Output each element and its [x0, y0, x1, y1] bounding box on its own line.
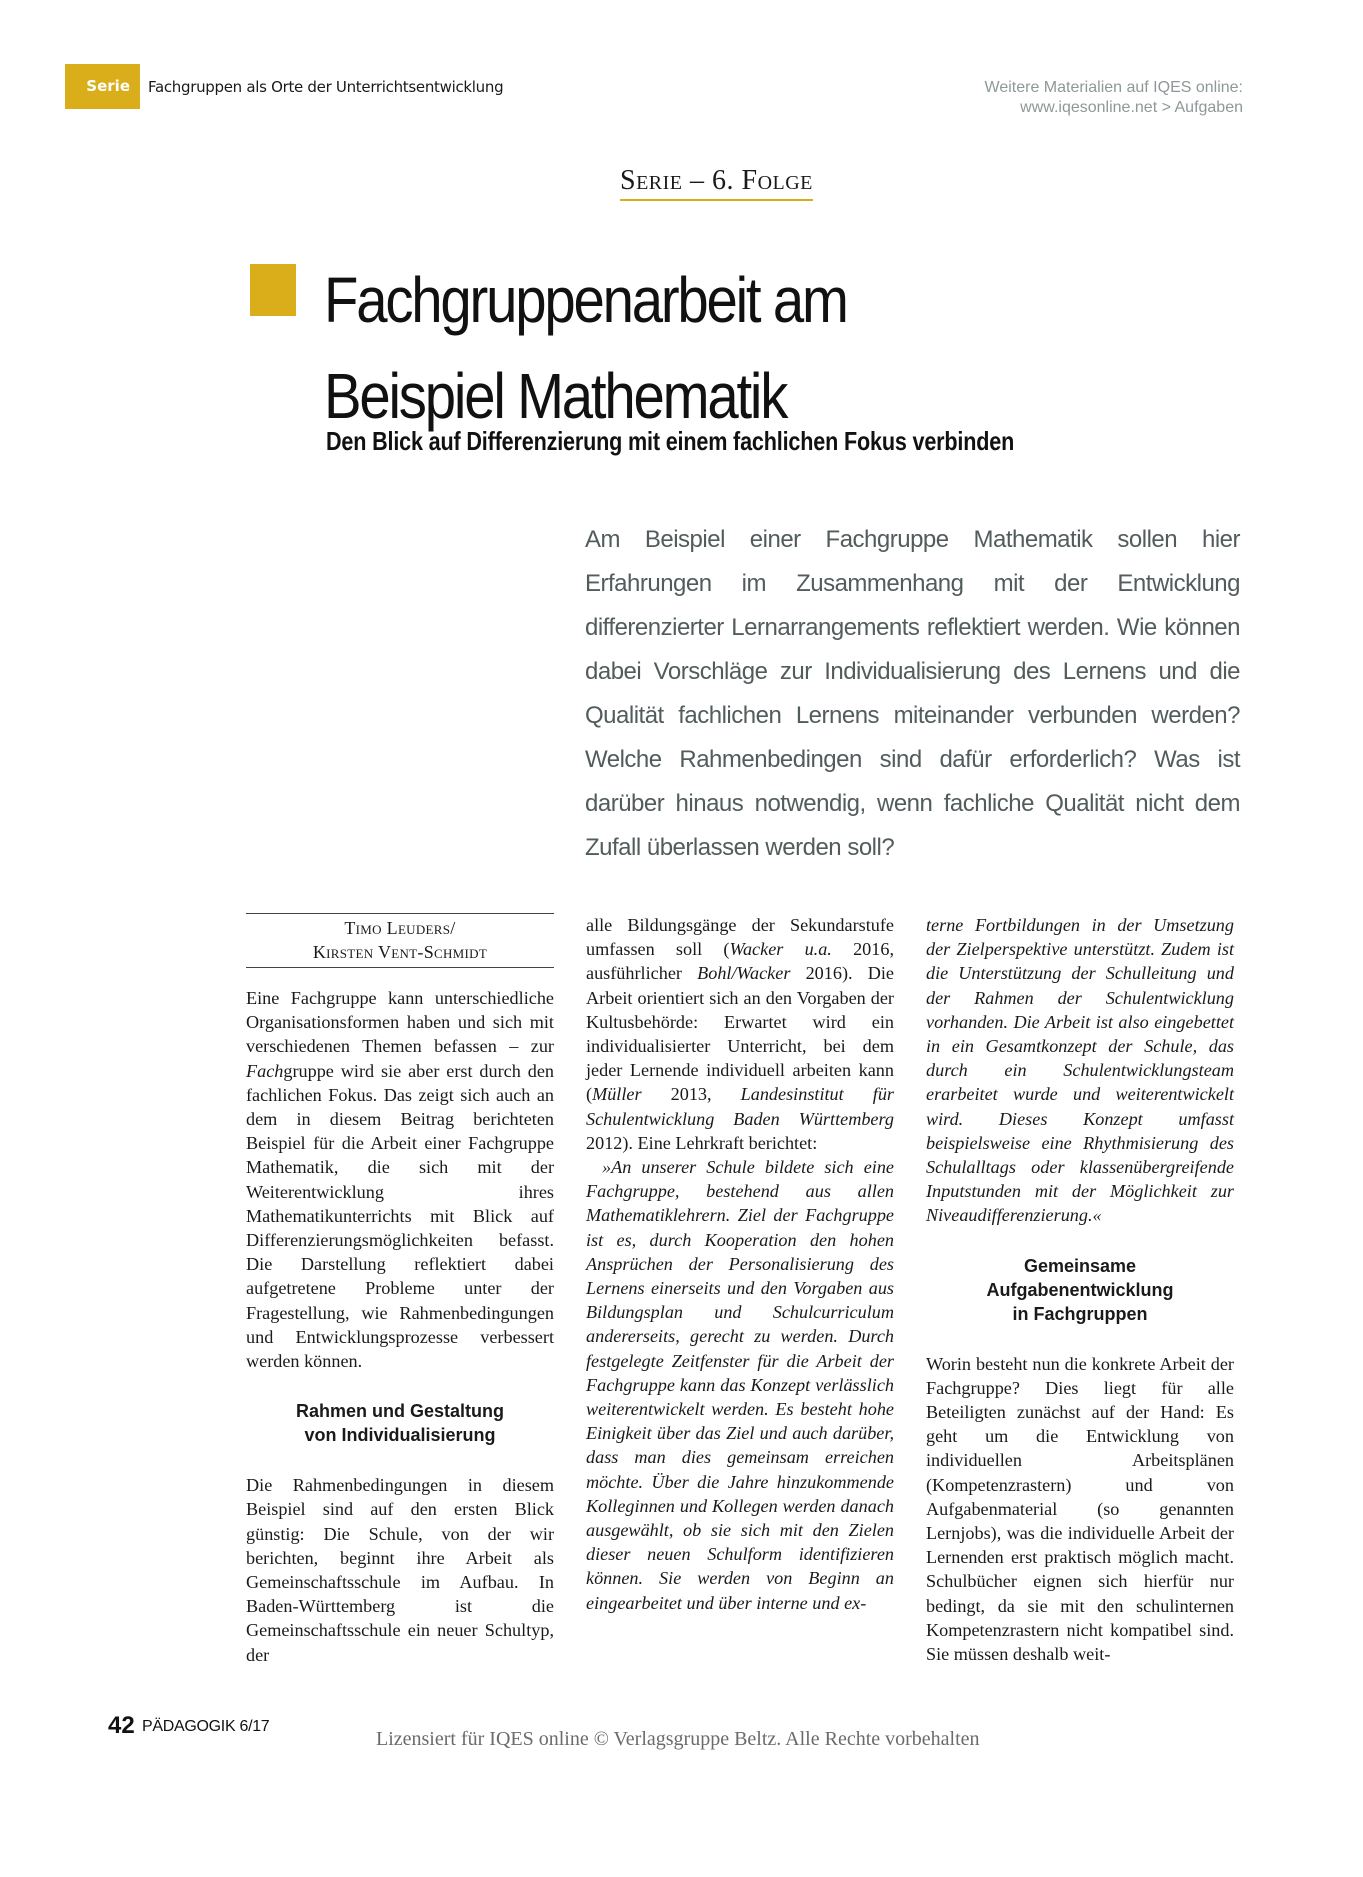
- iqes-note-link[interactable]: www.iqesonline.net > Aufgaben: [1020, 99, 1243, 116]
- text-run: alle Bildungsgänge der Sekundarstufe umfassen soll (: [586, 915, 894, 960]
- article-title-line1: Fachgruppenarbeit am: [324, 264, 847, 336]
- section-heading-line: von Individualisierung: [304, 1425, 496, 1446]
- series-tag: Serie: [65, 64, 140, 109]
- intro-paragraph: Am Beispiel einer Fachgruppe Mathematik sollen hier Erfahrungen im Zusammenhang mit der Entwicklung differenzierter Lernarrangements reflektiert werden. Wie können dabei Vorschläge zur Individualisierung des Lernens und die Qualität fachlichen Lernens miteinander verbunden werden? Welche Rahmenbedingen sind dafür erforderlich? Was ist darüber hinaus notwendig, wenn fachliche Qualität nicht dem Zufall überlassen werden soll?: [585, 526, 1240, 861]
- column-3: [926, 913, 1234, 1666]
- iqes-note-line1: Weitere Materialien auf IQES online:: [984, 79, 1243, 96]
- text-run: 2016, ausführlicher: [586, 939, 895, 984]
- body-paragraph: [586, 913, 894, 1155]
- text-run: 2013,: [641, 1084, 741, 1105]
- section-heading-line: Gemeinsame: [1023, 1255, 1137, 1276]
- citation: Landesinstitut für Schulentwicklung Baden Württemberg: [586, 1084, 894, 1129]
- citation: Bohl/Wacker: [697, 963, 791, 984]
- article-title-line2: Beispiel Mathematik: [324, 360, 787, 432]
- series-episode: Serie – 6. Folge: [620, 165, 813, 201]
- body-paragraph: [246, 986, 554, 1373]
- emphasis: Fach: [246, 1060, 284, 1081]
- article-subtitle: Den Blick auf Differenzierung mit einem fachlichen Fokus verbinden: [326, 426, 1015, 456]
- body-paragraph: Worin besteht nun die konkrete Arbeit der Fachgruppe? Dies liegt für alle Beteiligten zunächst auf der Hand: Es geht um die Entwicklung von individuellen Arbeitsplänen (Kompetenzrastern) und von Aufgabenmaterial (so genannten Lernjobs), was die individuelle Arbeit der Lernenden erst praktisch möglich macht. Schulbücher eignen sich hierfür nur bedingt, da sie mit den schulinternen Kompetenzrastern nicht kompatibel sind. Sie müssen deshalb weit-: [926, 1353, 1234, 1665]
- section-heading-line: in Fachgruppen: [1012, 1303, 1148, 1324]
- series-title: Fachgruppen als Orte der Unterrichtsentwicklung: [148, 78, 504, 96]
- text-run: gruppe wird sie aber erst durch den fachlichen Fokus. Das zeigt sich auch an dem in diesem Beitrag berichteten Beispiel für die Arbeit einer Fachgruppe Mathematik, die sich mit der Weiterentwicklung ihres Mathematikunterrichts mit Blick auf Differenzierungsmöglichkeiten befasst. Die Darstellung reflektiert dabei aufgetretene Probleme unter der Fragestellung, wie Rahmenbedingungen und Entwicklungsprozesse verbessert werden können.: [246, 1060, 554, 1372]
- section-heading: [246, 1399, 554, 1447]
- author-2: Kirsten Vent-Schmidt: [312, 942, 488, 962]
- author-1: Timo Leuders/: [344, 918, 456, 938]
- text-run: Eine Fachgruppe kann unterschiedliche Organisationsformen haben und sich mit verschiedenen Themen befassen – zur: [246, 988, 554, 1057]
- citation: Wacker u.a.: [729, 939, 832, 960]
- author-byline: [246, 913, 554, 968]
- body-paragraph: Die Rahmenbedingungen in diesem Beispiel sind auf den ersten Blick günstig: Die Schule, von der wir berichten, beginnt ihre Arbeit als Gemeinschaftsschule im Aufbau. In Baden-Württemberg ist die Gemeinschaftsschule ein neuer Schultyp, der: [246, 1475, 554, 1665]
- article-title: [324, 252, 847, 444]
- text-run: 2012). Eine Lehrkraft berichtet:: [586, 1132, 818, 1153]
- section-heading-line: Rahmen und Gestaltung: [295, 1401, 504, 1422]
- magazine-issue: PÄDAGOGIK 6/17: [142, 1718, 270, 1735]
- section-heading-line: Aufgabenentwicklung: [986, 1279, 1174, 1300]
- citation: Müller: [592, 1084, 642, 1105]
- license-notice: Lizensiert für IQES online © Verlagsgruppe Beltz. Alle Rechte vorbehalten: [376, 1728, 980, 1750]
- quote-paragraph: terne Fortbildungen in der Umsetzung der Zielperspektive unterstützt. Zudem ist die Unterstützung der Schulleitung und der Rahmen der Schulentwicklung vorhanden. Die Arbeit ist also eingebettet in ein Gesamtkonzept der Schule, das durch ein Schulentwicklungsteam erarbeitet wurde und weiterentwickelt wird. Dieses Konzept umfasst beispielsweise eine Rhythmisierung des Schulalltags oder klassenübergreifende Inputstunden mit der Möglichkeit zur Niveaudifferenzierung.«: [926, 915, 1234, 1226]
- column-2: [586, 913, 894, 1615]
- quote-paragraph: »An unserer Schule bildete sich eine Fachgruppe, bestehend aus allen Mathematiklehrern. Ziel der Fachgruppe ist es, durch Kooperation den hohen Ansprüchen der Personalisierung des Lernens einerseits und den Vorgaben aus Bildungsplan und Schulcurriculum andererseits, gerecht zu werden. Durch festgelegte Zeitfenster für die Arbeit der Fachgruppe kann das Konzept verlässlich weiterentwickelt werden. Es besteht hohe Einigkeit über das Ziel und auch darüber, dass man dies gemeinsam erreichen möchte. Über die Jahre hinzukommende Kolleginnen und Kollegen werden danach ausgewählt, ob sie sich mit den Zielen dieser neuen Schulform identifizieren können. Sie werden von Beginn an eingearbeitet und über interne und ex-: [586, 1157, 894, 1613]
- page-number: 42: [108, 1712, 135, 1739]
- iqes-note: [985, 78, 1244, 118]
- column-1: [246, 913, 554, 1667]
- text-run: 2016). Die Arbeit orientiert sich an den Vorgaben der Kultusbehörde: Erwartet wird ein individualisierter Unterricht, bei dem jeder Lernende individuell arbeiten kann (: [586, 963, 894, 1105]
- section-heading: [926, 1254, 1234, 1326]
- title-marker-square: [250, 264, 296, 316]
